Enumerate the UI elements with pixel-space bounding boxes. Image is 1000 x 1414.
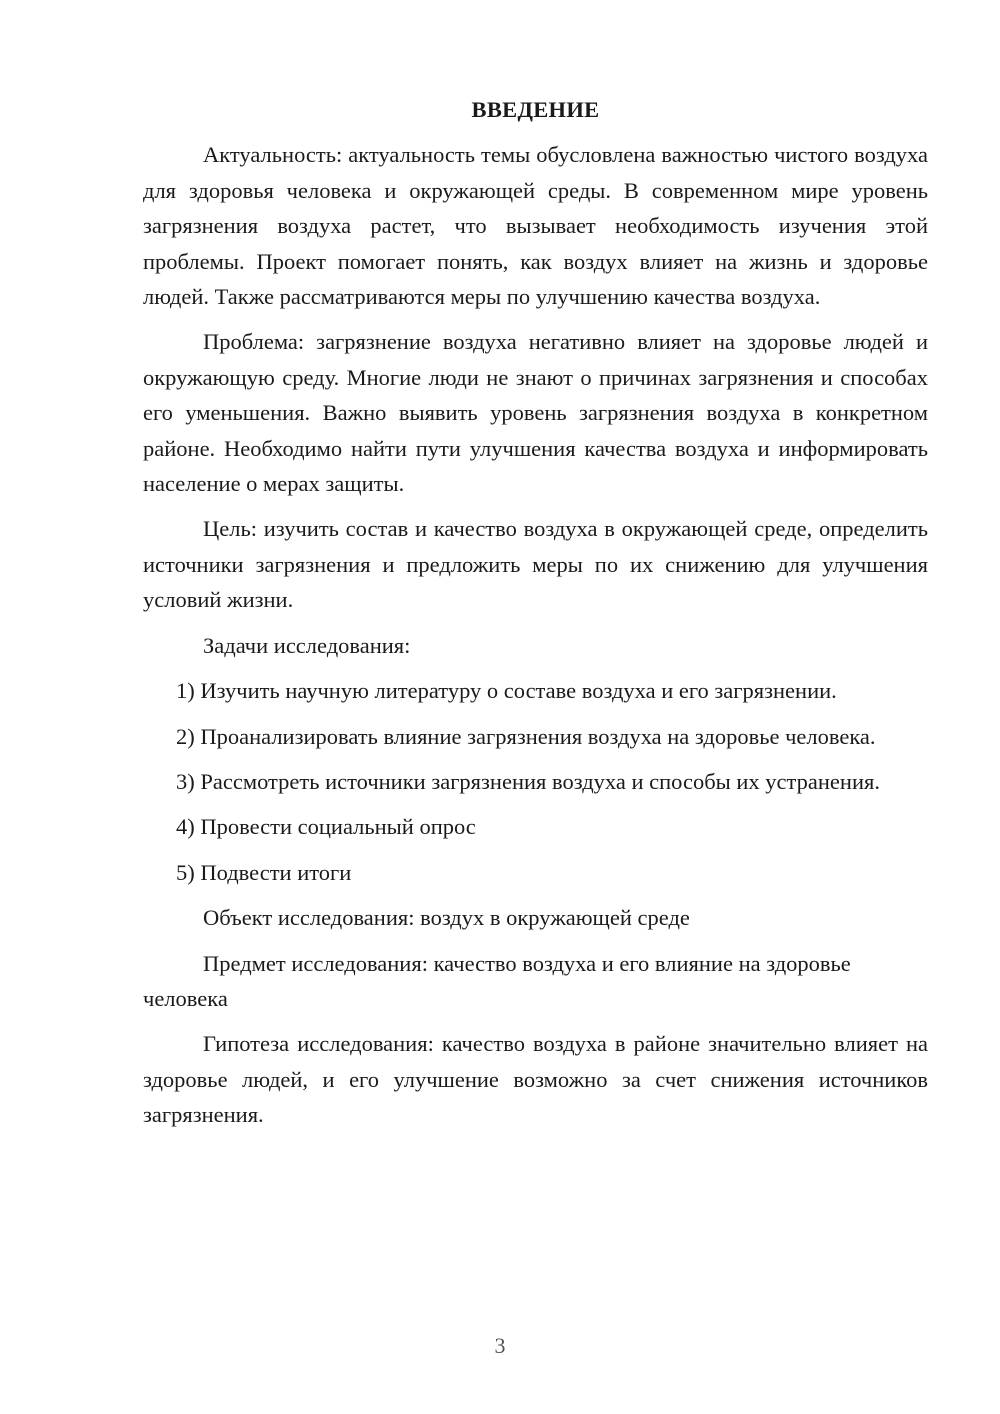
problem-paragraph: Проблема: загрязнение воздуха негативно влияет на здоровье людей и окружающую среду. Многие люди не знают о причинах загрязнения и способах его уменьшения. Важно выявить уровень загрязнения воздуха в конкретном районе. Необходимо найти пути улучшения качества воздуха и информировать население о мерах защиты. (143, 329, 928, 497)
relevance-paragraph: Актуальность: актуальность темы обусловлена важностью чистого воздуха для здоровья человека и окружающей среды. В современном мире уровень загрязнения воздуха растет, что вызывает необходимость изучения этой проблемы. Проект помогает понять, как воздух влияет на жизнь и здоровье людей. Также рассматриваются меры по улучшению качества воздуха. (143, 142, 928, 310)
task-item-4: 4) Провести социальный опрос (176, 814, 476, 840)
tasks-heading: Задачи исследования: (203, 632, 411, 658)
page-number: 3 (494, 1333, 506, 1358)
object-paragraph: Объект исследования: воздух в окружающей среде (203, 905, 690, 931)
task-item-5: 5) Подвести итоги (176, 859, 352, 885)
goal-paragraph: Цель: изучить состав и качество воздуха в окружающей среде, определить источники загрязнения и предложить меры по их снижению для улучшения условий жизни. (143, 516, 928, 613)
task-item-1: 1) Изучить научную литературу о составе воздуха и его загрязнении. (176, 678, 837, 704)
task-item-2: 2) Проанализировать влияние загрязнения воздуха на здоровье человека. (176, 723, 876, 749)
hypothesis-paragraph: Гипотеза исследования: качество воздуха в районе значительно влияет на здоровье людей, и его улучшение возможно за счет снижения источников загрязнения. (143, 1031, 928, 1128)
task-item-3: 3) Рассмотреть источники загрязнения воздуха и способы их устранения. (176, 768, 880, 794)
document-page (143, 92, 928, 1143)
section-title: ВВЕДЕНИЕ (471, 97, 600, 122)
subject-paragraph: Предмет исследования: качество воздуха и его влияние на здоровье человека (143, 950, 851, 1011)
